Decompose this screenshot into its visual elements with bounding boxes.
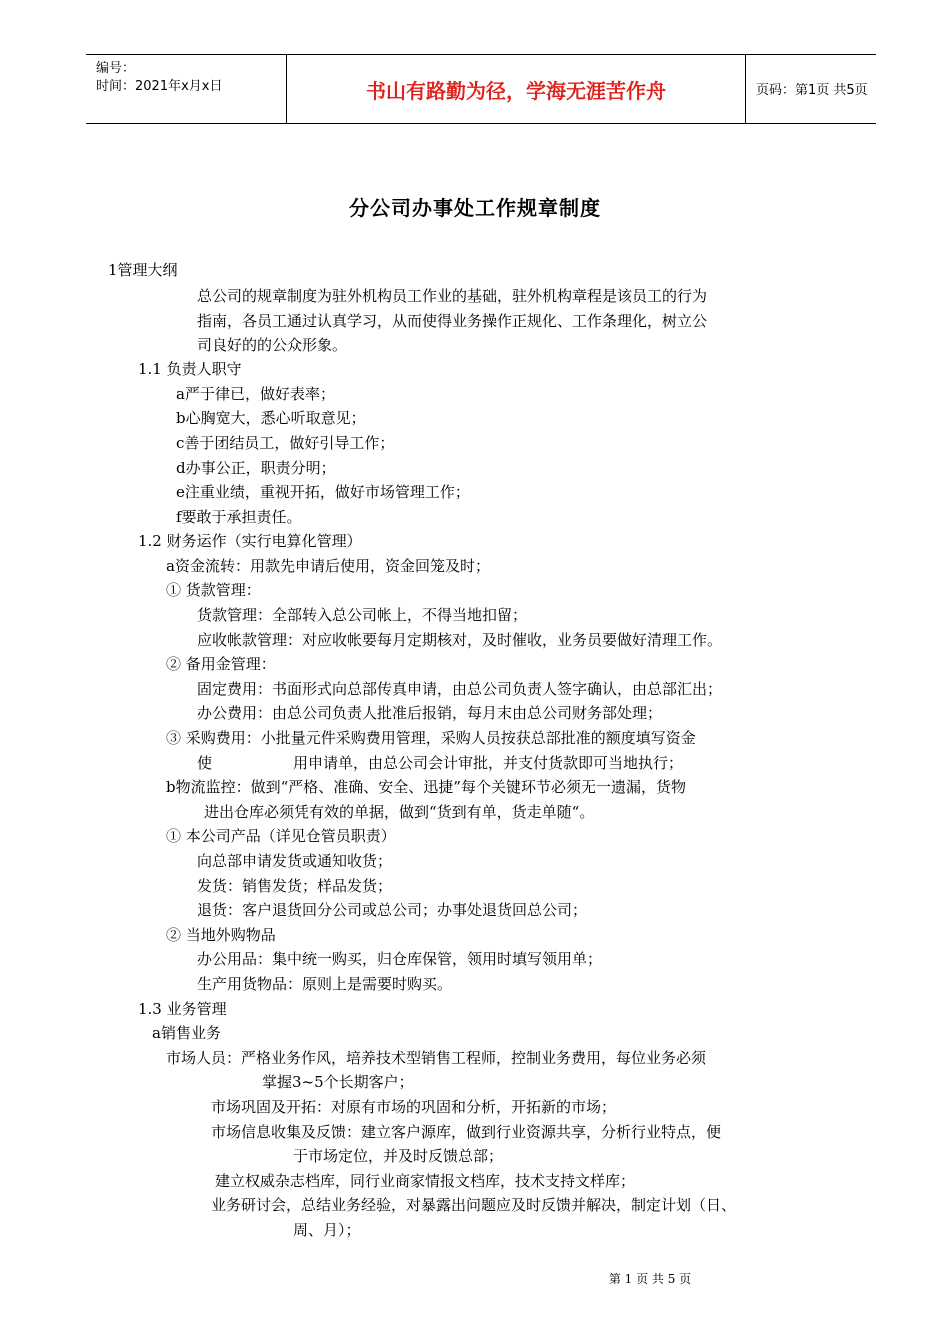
list-item: 建立权威杂志档库，同行业商家情报文档库，技术支持文样库； [215,1172,636,1190]
list-item: 业务研讨会，总结业务经验，对暴露出问题应及时反馈并解决，制定计划（日、 [211,1196,737,1214]
document-number-label: 编号： [96,61,136,76]
header-page-info: 页码：第1页 共5页 [756,83,868,98]
list-item: f要敢于承担责任。 [176,508,302,526]
list-item: b物流监控：做到“严格、准确、安全、迅捷”每个关键环节必须无一遗漏，货物 [166,778,686,796]
list-item: 固定费用：书面形式向总部传真申请，由总公司负责人签字确认，由总部汇出； [197,680,723,698]
list-item: a资金流转：用款先申请后使用，资金回笼及时； [166,557,490,575]
list-item: d办事公正，职责分明； [176,459,336,477]
subsection-heading: 1.1 负责人职守 [138,360,242,378]
list-item: e注重业绩，重视开拓，做好市场管理工作； [176,483,470,501]
list-item: ① 货款管理： [166,581,261,599]
list-item: 市场信息收集及反馈：建立客户源库，做到行业资源共享，分析行业特点，便 [211,1123,722,1141]
list-item: 货款管理：全部转入总公司帐上，不得当地扣留； [197,606,528,624]
list-item: 掌握3~5个长期客户； [262,1073,414,1091]
list-item: 办公用品：集中统一购买，归仓库保管，领用时填写领用单； [197,950,603,968]
list-item: 办公费用：由总公司负责人批准后报销，每月末由总公司财务部处理； [197,704,663,722]
list-item: ② 当地外购物品 [166,926,276,944]
list-item: 应收帐款管理：对应收帐要每月定期核对，及时催收，业务员要做好清理工作。 [197,631,723,649]
list-item: ② 备用金管理： [166,655,276,673]
subsection-heading: 1.2 财务运作（实行电算化管理） [138,532,362,550]
list-item: a严于律已，做好表率； [176,385,335,403]
page-footer: 第 1 页 共 5 页 [608,1272,692,1286]
list-item: 市场人员：严格业务作风，培养技术型销售工程师，控制业务费用，每位业务必须 [166,1049,707,1067]
list-item: c善于团结员工，做好引导工作； [176,434,395,452]
list-item: 退货：客户退货回分公司或总公司；办事处退货回总公司； [197,901,588,919]
list-item: ③ 采购费用：小批量元件采购费用管理，采购人员按获总部批准的额度填写资金 [166,729,696,747]
paragraph-line: 司良好的的公众形象。 [197,336,348,354]
list-item: b心胸宽大，悉心听取意见； [176,409,366,427]
list-item: a销售业务 [152,1024,221,1042]
list-item: 于市场定位，并及时反馈总部； [293,1147,504,1165]
page-header [86,54,876,124]
paragraph-line: 指南，各员工通过认真学习，从而使得业务操作正规化、工作条理化，树立公 [197,312,708,330]
list-item: 使 [197,754,213,772]
list-item: 周、月）； [293,1221,361,1239]
paragraph-line: 总公司的规章制度为驻外机构员工作业的基础，驻外机构章程是该员工的行为 [197,287,708,305]
section-heading: 1管理大纲 [108,261,178,279]
list-item: 市场巩固及开拓：对原有市场的巩固和分析，开拓新的市场； [211,1098,617,1116]
header-meta [96,60,286,96]
list-item: 进出仓库必须凭有效的单据，做到“货到有单，货走单随“。 [204,803,595,821]
subsection-heading: 1.3 业务管理 [138,1000,227,1018]
list-item: 发货：销售发货；样品发货； [197,877,393,895]
list-item: 向总部申请发货或通知收货； [197,852,393,870]
list-item: ① 本公司产品（详见仓管员职责） [166,827,396,845]
document-date: 时间：2021年x月x日 [96,79,223,94]
document-title: 分公司办事处工作规章制度 [349,196,601,220]
list-item: 生产用货物品：原则上是需要时购买。 [197,975,453,993]
list-item: 用申请单，由总公司会计审批，并支付货款即可当地执行； [293,754,684,772]
header-motto: 书山有路勤为径，学海无涯苦作舟 [286,55,746,123]
